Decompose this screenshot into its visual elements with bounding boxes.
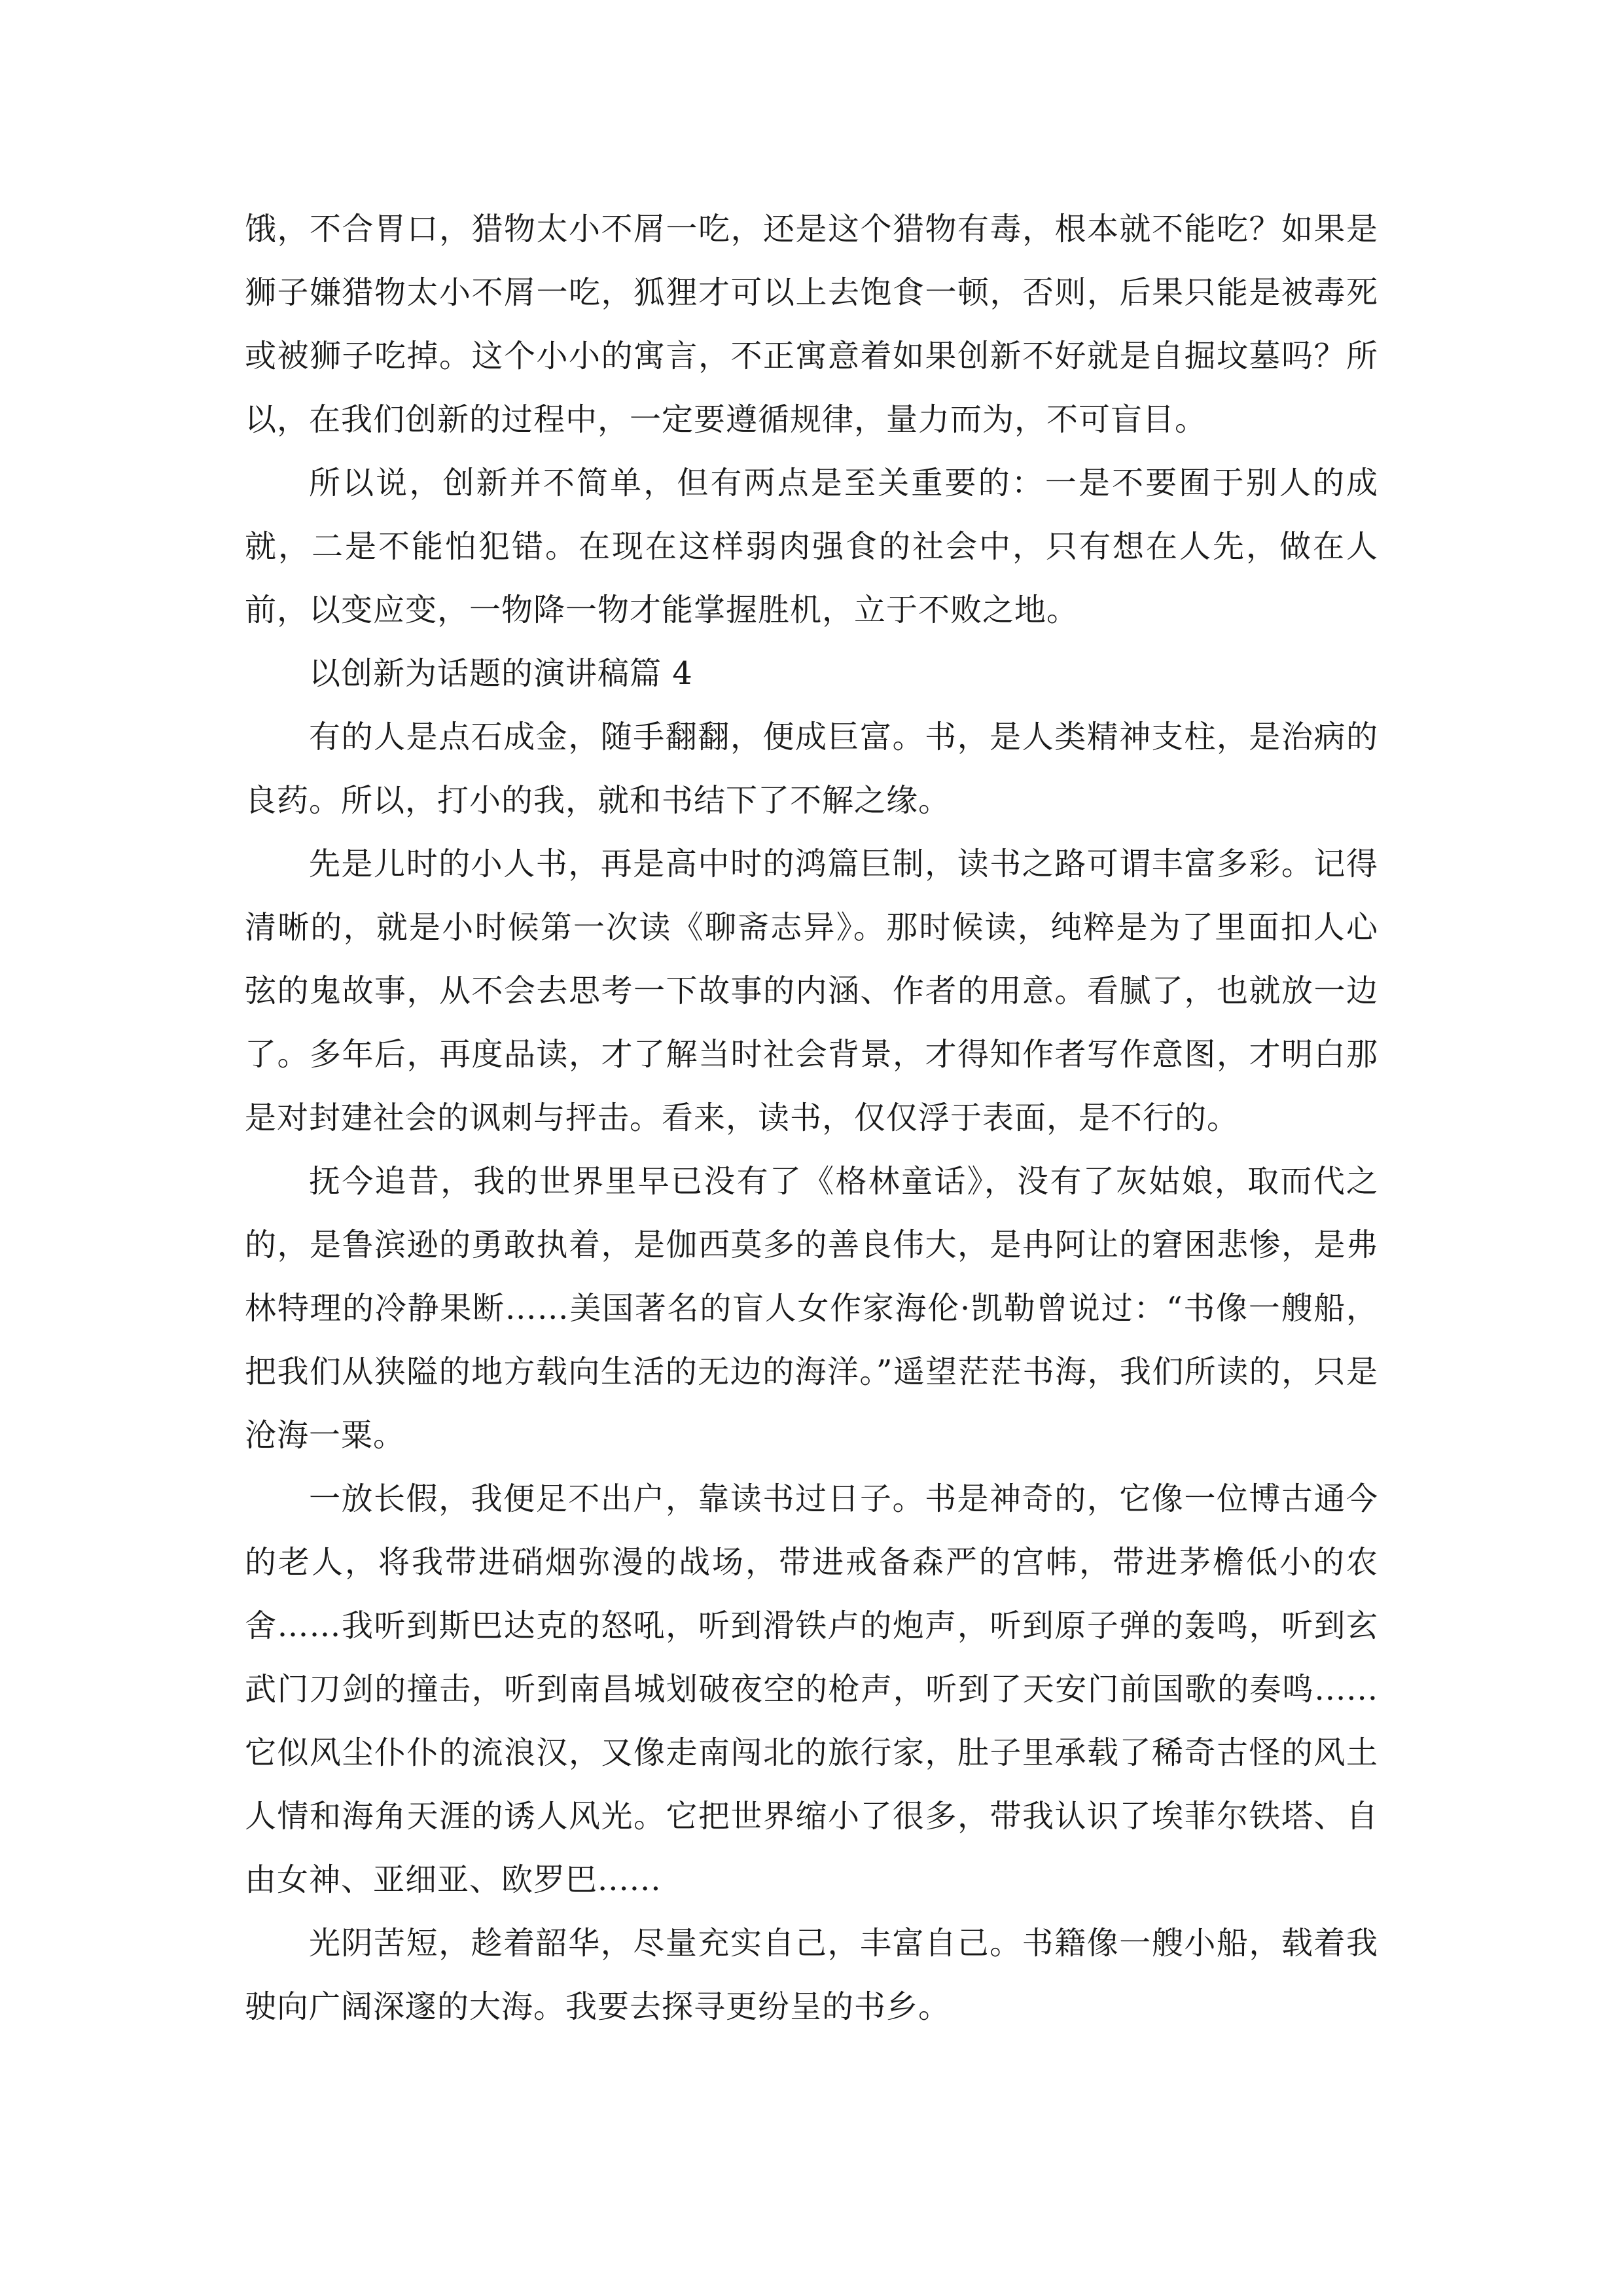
section-paragraph-1: 有的人是点石成金，随手翻翻，便成巨富。书，是人类精神支柱，是治病的良药。所以，打小的我，就和书结下了不解之缘。 [245,719,1378,819]
section-paragraph-3: 抚今追昔，我的世界里早已没有了《格林童话》，没有了灰姑娘，取而代之的，是鲁滨逊的勇敢执着，是伽西莫多的善良伟大，是冉阿让的窘困悲惨，是弗林特理的冷静果断……美国著名的盲人女作家海伦·凯勒曾说过：“书像一艘船，把我们从狭隘的地方载向生活的无边的海洋。”遥望茫茫书海，我们所读的，只是沧海一粟。 [245,1163,1378,1454]
section-title: 以创新为话题的演讲稿篇 4 [309,655,693,692]
paragraph-2: 所以说，创新并不简单，但有两点是至关重要的：一是不要囿于别人的成就，二是不能怕犯错。在现在这样弱肉强食的社会中，只有想在人先，做在人前，以变应变，一物降一物才能掌握胜机，立于不败之地。 [245,465,1378,628]
paragraph-1: 饿，不合胃口，猎物太小不屑一吃，还是这个猎物有毒，根本就不能吃？如果是狮子嫌猎物太小不屑一吃，狐狸才可以上去饱食一顿，否则，后果只能是被毒死或被狮子吃掉。这个小小的寓言，不正寓意着如果创新不好就是自掘坟墓吗？所以，在我们创新的过程中，一定要遵循规律，量力而为，不可盲目。 [245,211,1378,438]
document-body [245,198,1378,2039]
section-paragraph-5: 光阴苦短，趁着韶华，尽量充实自己，丰富自己。书籍像一艘小船，载着我驶向广阔深邃的大海。我要去探寻更纷呈的书乡。 [245,1925,1378,2025]
section-paragraph-4: 一放长假，我便足不出户，靠读书过日子。书是神奇的，它像一位博古通今的老人，将我带进硝烟弥漫的战场，带进戒备森严的宫帏，带进茅檐低小的农舍……我听到斯巴达克的怒吼，听到滑铁卢的炮声，听到原子弹的轰鸣，听到玄武门刀剑的撞击，听到南昌城划破夜空的枪声，听到了天安门前国歌的奏鸣......它似风尘仆仆的流浪汉，又像走南闯北的旅行家，肚子里承载了稀奇古怪的风土人情和海角天涯的诱人风光。它把世界缩小了很多，带我认识了埃菲尔铁塔、自由女神、亚细亚、欧罗巴...... [245,1480,1378,1898]
section-paragraph-2: 先是儿时的小人书，再是高中时的鸿篇巨制，读书之路可谓丰富多彩。记得清晰的，就是小时候第一次读《聊斋志异》。那时候读，纯粹是为了里面扣人心弦的鬼故事，从不会去思考一下故事的内涵、作者的用意。看腻了，也就放一边了。多年后，再度品读，才了解当时社会背景，才得知作者写作意图，才明白那是对封建社会的讽刺与抨击。看来，读书，仅仅浮于表面，是不行的。 [245,846,1378,1136]
